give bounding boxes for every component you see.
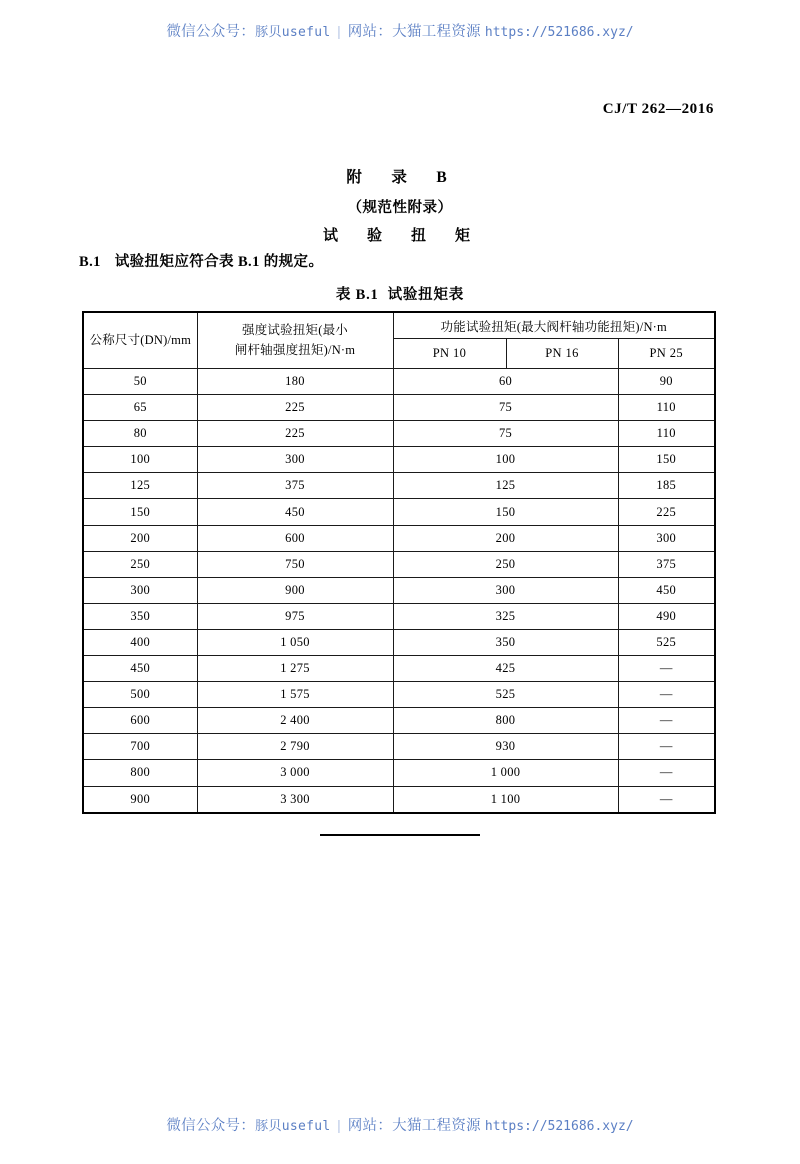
col-header-pn16: PN 16 [506,339,618,369]
table-row [83,682,715,708]
cell-dn: 250 [83,551,197,577]
table-row [83,447,715,473]
watermark-separator: | [337,24,341,40]
table-caption-number: 表 B.1 [335,287,379,303]
watermark-url: https://521686.xyz/ [484,25,634,40]
cell-function-torque-pn25: — [618,682,715,708]
watermark-site-name: 大猫工程资源 [392,24,481,40]
watermark-prefix: 微信公众号： [166,24,256,40]
cell-function-torque-pn10-pn16: 250 [393,551,618,577]
col-header-function-torque-group: 功能试验扭矩(最大阀杆轴功能扭矩)/N·m [393,312,715,339]
cell-strength-torque: 2 400 [197,708,393,734]
table-row [83,786,715,813]
cell-dn: 350 [83,603,197,629]
cell-function-torque-pn25: 110 [618,421,715,447]
cell-strength-torque: 750 [197,551,393,577]
table-head [83,312,715,369]
table-row [83,369,715,395]
cell-strength-torque: 375 [197,473,393,499]
table-row [83,499,715,525]
table-row [83,629,715,655]
table-caption-title: 试验扭矩表 [387,287,465,303]
cell-strength-torque: 300 [197,447,393,473]
cell-dn: 80 [83,421,197,447]
cell-dn: 500 [83,682,197,708]
cell-function-torque-pn25: 150 [618,447,715,473]
cell-function-torque-pn25: 490 [618,603,715,629]
test-torque-table [82,311,716,814]
cell-strength-torque: 3 300 [197,786,393,813]
clause-number: B.1 [79,254,101,270]
cell-function-torque-pn10-pn16: 800 [393,708,618,734]
cell-function-torque-pn25: — [618,734,715,760]
watermark-site-name: 大猫工程资源 [392,1118,481,1134]
cell-function-torque-pn10-pn16: 930 [393,734,618,760]
cell-dn: 150 [83,499,197,525]
cell-function-torque-pn25: 110 [618,395,715,421]
watermark-prefix: 微信公众号： [166,1118,256,1134]
cell-strength-torque: 450 [197,499,393,525]
appendix-name: 试 验 扭 矩 [322,228,477,244]
cell-strength-torque: 900 [197,577,393,603]
cell-dn: 65 [83,395,197,421]
watermark-site-label: 网站： [347,1118,393,1134]
cell-strength-torque: 1 050 [197,629,393,655]
cell-function-torque-pn10-pn16: 100 [393,447,618,473]
cell-function-torque-pn10-pn16: 150 [393,499,618,525]
watermark-site-label: 网站： [347,24,393,40]
cell-function-torque-pn25: — [618,708,715,734]
table-row [83,421,715,447]
cell-function-torque-pn25: — [618,786,715,813]
cell-strength-torque: 2 790 [197,734,393,760]
table-row [83,760,715,786]
table-row [83,708,715,734]
cell-function-torque-pn10-pn16: 350 [393,629,618,655]
cell-strength-torque: 600 [197,525,393,551]
col-header-pn25: PN 25 [618,339,715,369]
standard-number: CJ/T 262—2016 [602,101,714,117]
table-row [83,395,715,421]
watermark-separator: | [337,1118,341,1134]
cell-function-torque-pn25: 450 [618,577,715,603]
cell-function-torque-pn25: — [618,760,715,786]
col-header-pn10: PN 10 [393,339,506,369]
col-header-dn: 公称尺寸(DN)/mm [83,312,197,369]
cell-function-torque-pn10-pn16: 1 000 [393,760,618,786]
cell-strength-torque: 975 [197,603,393,629]
cell-function-torque-pn10-pn16: 325 [393,603,618,629]
cell-strength-torque: 3 000 [197,760,393,786]
cell-function-torque-pn25: 225 [618,499,715,525]
cell-function-torque-pn10-pn16: 425 [393,656,618,682]
clause-text: 试验扭矩应符合表 B.1 的规定。 [114,254,324,270]
cell-function-torque-pn10-pn16: 300 [393,577,618,603]
table-row [83,577,715,603]
clause-b1 [79,250,323,271]
watermark-top [0,20,800,41]
cell-function-torque-pn10-pn16: 525 [393,682,618,708]
cell-function-torque-pn25: 525 [618,629,715,655]
appendix-title: 附 录 B [346,169,454,186]
cell-strength-torque: 1 575 [197,682,393,708]
appendix-heading-block [0,170,800,244]
cell-function-torque-pn25: 90 [618,369,715,395]
cell-dn: 200 [83,525,197,551]
cell-dn: 700 [83,734,197,760]
table-body [83,369,715,813]
watermark-account: 豚贝useful [255,25,331,40]
watermark-account: 豚贝useful [255,1119,331,1134]
cell-function-torque-pn10-pn16: 75 [393,395,618,421]
table-caption [0,283,800,304]
cell-dn: 100 [83,447,197,473]
cell-function-torque-pn10-pn16: 75 [393,421,618,447]
cell-dn: 450 [83,656,197,682]
cell-dn: 900 [83,786,197,813]
cell-strength-torque: 225 [197,421,393,447]
cell-dn: 400 [83,629,197,655]
cell-dn: 600 [83,708,197,734]
cell-dn: 50 [83,369,197,395]
table-row [83,473,715,499]
table-row [83,551,715,577]
end-of-section-rule [320,834,480,836]
cell-function-torque-pn10-pn16: 1 100 [393,786,618,813]
cell-function-torque-pn10-pn16: 60 [393,369,618,395]
table-row [83,734,715,760]
col-header-strength-line1: 强度试验扭矩(最小 [242,323,348,338]
cell-function-torque-pn10-pn16: 125 [393,473,618,499]
cell-strength-torque: 225 [197,395,393,421]
table-header-row-group [83,312,715,339]
cell-dn: 800 [83,760,197,786]
cell-function-torque-pn10-pn16: 200 [393,525,618,551]
cell-dn: 125 [83,473,197,499]
cell-function-torque-pn25: — [618,656,715,682]
cell-function-torque-pn25: 300 [618,525,715,551]
cell-strength-torque: 180 [197,369,393,395]
appendix-subtitle: （规范性附录） [347,199,453,216]
cell-function-torque-pn25: 375 [618,551,715,577]
cell-function-torque-pn25: 185 [618,473,715,499]
watermark-bottom [0,1114,800,1135]
cell-dn: 300 [83,577,197,603]
col-header-strength-torque [197,312,393,369]
table-row [83,656,715,682]
col-header-strength-line2: 闸杆轴强度扭矩)/N·m [234,342,356,357]
watermark-url: https://521686.xyz/ [484,1119,634,1134]
table-row [83,603,715,629]
cell-strength-torque: 1 275 [197,656,393,682]
table-row [83,525,715,551]
